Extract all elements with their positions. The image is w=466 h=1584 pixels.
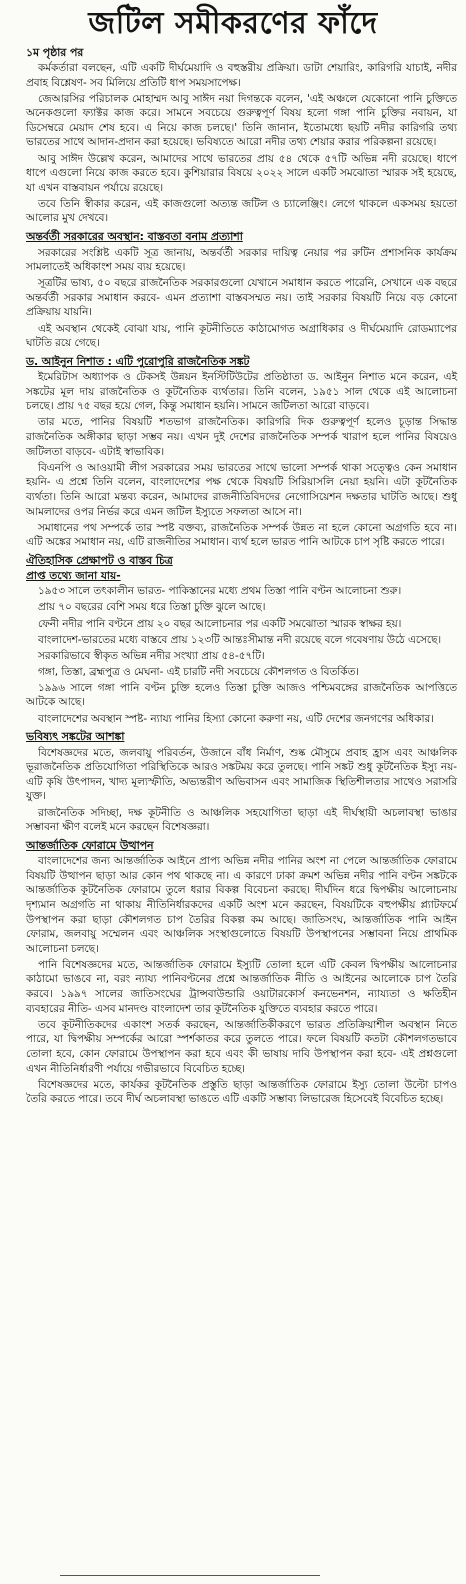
list-item: বাংলাদেশের অবস্থান স্পষ্ট- ন্যায্য পানির হিস্যা কোনো করুণা নয়, এটি দেশের জনগণের অধিকার।	[38, 712, 434, 725]
paragraph: তার মতে, পানির বিষয়টি শতভাগ রাজনৈতিক। কারিগরি দিক গুরুত্বপূর্ণ হলেও চূড়ান্ত সিদ্ধান্ত রাজনৈতিক অঙ্গীকার ছাড়া সম্ভব নয়। এখন দুই দেশের রাজনৈতিক সম্পর্ক খারাপ হলে পানির বিষয়েও জটিলতা বাড়বে- এটাই স্বাভাবিক।	[26, 416, 457, 458]
paragraph: এই অবস্থান থেকেই বোঝা যায়, পানি কূটনীতিতে কাঠামোগত অগ্রাধিকার ও দীর্ঘমেয়াদি রোডম্যাপের ঘাটতি রয়ে গেছে।	[26, 322, 457, 350]
paragraph: তবে কূটনীতিকদের একাংশ সতর্ক করছেন, আন্তর্জাতিকীকরণে ভারত প্রতিক্রিয়াশীল অবস্থান নিতে পারে, যা দ্বিপক্ষীয় সম্পর্কের আরো স্পর্শকাতর করে তুলতে পারে। ফলে বিষয়টি কতটা কৌশলগতভাবে তোলা হবে, কোন ফোরামে উপস্থাপন করা হবে এবং কী ভাষায় দাবি উপস্থাপন করা হবে- এই প্রশ্নগুলো এখন নীতিনির্ধারণী পর্যায়ে গভীরভাবে বিবেচিত হচ্ছে।	[26, 1018, 457, 1075]
list-item: ১৯৫৩ সালে তৎকালীন ভারত- পাকিস্তানের মধ্যে প্রথম তিস্তা পানি বণ্টন আলোচনা শুরু।	[38, 585, 402, 598]
paragraph: বিশেষজ্ঞদের মতে, জলবায়ু পরিবর্তন, উজানে বাঁধ নির্মাণ, শুষ্ক মৌসুমে প্রবাহ হ্রাস এবং আঞ্চলিক ভূরাজনৈতিক প্রতিযোগিতা পরিস্থিতিকে আরও সঙ্কটময় করে তুলছে। পানি সঙ্কট শুধু কূটনৈতিক ইস্যু নয়- এটি কৃষি উৎপাদন, খাদ্য মূল্যস্ফীতি, অভ্যন্তরীণ অভিবাসন এবং সামাজিক স্থিতিশীলতার সাথেও সরাসরি যুক্ত।	[26, 746, 457, 803]
paragraph: সমাধানের পথ সম্পর্কে তার স্পষ্ট বক্তব্য, রাজনৈতিক সম্পর্ক উন্নত না হলে কোনো অগ্রগতি হবে না। এটি অঙ্কের সমাধান নয়, এটি রাজনীতির সমাধান। ব্যর্থ হলে ভারত পানি আটকে চাপ সৃষ্টি করতে পারে।	[26, 521, 457, 549]
paragraph: জেআরসির পরিচালক মোহাম্মদ আবু সাঈদ নয়া দিগন্তকে বলেন, 'এই অঞ্চলে যেকোনো পানি চুক্তিতে অনেকগুলো ফ্যাক্টর কাজ করে। সামনে সবচেয়ে গুরুত্বপূর্ণ বিষয় হলো গঙ্গা পানি চুক্তির নবায়ন, যা ডিসেম্বরে মেয়াদ শেষ হবে। এ নিয়ে কাজ চলছে।' তিনি জানান, ইতোমধ্যে ছয়টি নদীর কারিগরি তথ্য ভারতের সাথে আদান-প্রদান করা হয়েছে। ভবিষ্যতে আরো নদীর তথ্য শেয়ার করার পরিকল্পনা রয়েছে।	[26, 92, 457, 149]
list-item: প্রায় ৭০ বছরের বেশি সময় ধরে তিস্তা চুক্তি ঝুলে আছে।	[38, 601, 266, 614]
list-item: ফেনী নদীর পানি বণ্টনে প্রায় ২০ বছর আলোচনার পর একটি সমঝোতা স্মারক স্বাক্ষর হয়।	[38, 617, 402, 630]
paragraph: কর্মকর্তারা বলছেন, এটি একটি দীর্ঘমেয়াদি ও বহুস্তরীয় প্রক্রিয়া। ডাটা শেয়ারিং, কারিগরি যাচাই, নদীর প্রবাহ বিশ্লেষণ- সব মিলিয়ে প্রতিটি ধাপ সময়সাপেক্ষ।	[26, 62, 457, 89]
paragraph: আবু সাঈদ উল্লেখ করেন, আমাদের সাথে ভারতের প্রায় ৫৪ থেকে ৫৭টি অভিন্ন নদী রয়েছে। ধাপে ধাপে এগুলো নিয়ে কাজ করতে হবে। কুশিয়ারার বিষয়ে ২০২২ সালে একটি সমঝোতা স্মারক সই হয়েছে, যা এখন বাস্তবায়ন পর্যায়ে রয়েছে।	[26, 152, 457, 194]
continued-label: ১ম পৃষ্ঠার পর	[26, 46, 84, 59]
paragraph: তবে তিনি স্বীকার করেন, এই কাজগুলো অত্যন্ত জটিল ও চ্যালেঞ্জিং। লেগে থাকলে একসময় হয়তো আলোর মুখ দেখবে।	[26, 197, 457, 225]
section-heading: ঐতিহাসিক প্রেক্ষাপট ও বাস্তব চিত্র	[26, 553, 173, 567]
section-heading: ড. আইনুন নিশাত : এটি পুরোপুরি রাজনৈতিক সঙ্কট	[26, 354, 250, 368]
list-item: ১৯৯৬ সালে গঙ্গা পানি বণ্টন চুক্তি হলেও তিস্তা চুক্তি আজও পশ্চিমবঙ্গের রাজনৈতিক আপত্তিতে আটকে আছে।	[26, 681, 457, 709]
section-heading: ভবিষ্যৎ সঙ্কটের আশঙ্কা	[26, 730, 125, 744]
article-body	[0, 46, 466, 1107]
paragraph: ইমেরিটাস অধ্যাপক ও টেকসই উন্নয়ন ইনস্টিটিউটের প্রতিষ্ঠাতা ড. আইনুন নিশাত মনে করেন, এই সঙ্কটের মূল দায় রাজনৈতিক ও কূটনৈতিক ব্যর্থতার। তিনি বলেন, ১৯৫১ সাল থেকে এই আলোচনা চলছে। প্রায় ৭৫ বছর হয়ে গেল, কিন্তু সমাধান হয়নি। সামনে জটিলতা আরো বাড়বে।	[26, 371, 457, 413]
paragraph: বিএনপি ও আওয়ামী লীগ সরকারের সময় ভারতের সাথে ভালো সম্পর্ক থাকা সত্ত্বেও কেন সমাধান হয়নি- এ প্রশ্নে তিনি বলেন, বাংলাদেশের পক্ষ থেকে বিষয়টি সিরিয়াসলি নেয়া হয়নি। এটা কূটনৈতিক ব্যর্থতা। তিনি আরো মন্তব্য করেন, আমাদের রাজনীতিবিদদের নেগোসিয়েশন দক্ষতার ঘাটতি আছে। শুধু আমলাদের ওপর নির্ভর করে এমন জটিল ইস্যুতে সফলতা আসে না।	[26, 461, 457, 518]
paragraph: বিশেষজ্ঞদের মতে, কার্যকর কূটনৈতিক প্রস্তুতি ছাড়া আন্তর্জাতিক ফোরামে ইস্যু তোলা উল্টো চাপও তৈরি করতে পারে। তবে দীর্ঘ অচলাবস্থা ভাঙতে এটি একটি সম্ভাব্য লিভারেজ হিসেবেই বিবেচিত হচ্ছে।	[26, 1078, 457, 1106]
paragraph: বাংলাদেশের জন্য আন্তর্জাতিক আইনে প্রাপ্য অভিন্ন নদীর পানির অংশ না পেলে আন্তর্জাতিক ফোরামে বিষয়টি উত্থাপন ছাড়া আর কোন পথ থাকছে না। এ কারণে ঢাকা ক্রমশ অভিন্ন নদীর পানি বণ্টন সঙ্কটকে আন্তর্জাতিক কূটনৈতিক ফোরামে তুলে ধরার বিকল্প বিবেচনা করছে। দীর্ঘদিন ধরে দ্বিপক্ষীয় আলোচনায় দৃশ্যমান অগ্রগতি না থাকায় নীতিনির্ধারকদের একটি অংশ মনে করছেন, বিষয়টিকে বহুপক্ষীয় প্ল্যাটফর্মে উপস্থাপন করা ছাড়া কৌশলগত চাপ তৈরির বিকল্প কম আছে। জাতিসংঘ, আন্তর্জাতিক পানি আইন ফোরাম, জলবায়ু সম্মেলন এবং আঞ্চলিক সংস্থাগুলোতে বিষয়টি উপস্থাপনের সম্ভাবনা নিয়ে প্রাথমিক আলোচনা চলছে।	[26, 855, 457, 955]
paragraph: পানি বিশেষজ্ঞদের মতে, আন্তর্জাতিক ফোরামে ইস্যুটি তোলা হলে এটি কেবল দ্বিপক্ষীয় আলোচনার কাঠামো ভাঙবে না, বরং ন্যায্য পানিবণ্টনের প্রশ্নে আন্তর্জাতিক নীতি ও আইনের আলোকে চাপ তৈরি করবে। ১৯৯৭ সালের জাতিসংঘের ট্রান্সবাউন্ডারি ওয়াটারকোর্স কনভেনশন, ন্যায্যতা ও ক্ষতিহীন ব্যবহারের নীতি- এসব মানদণ্ড বাংলাদেশ তার কূটনৈতিক যুক্তিতে ব্যবহার করতে পারে।	[26, 958, 457, 1015]
paragraph: সূত্রটির ভাষ্য, ৫০ বছরে রাজনৈতিক সরকারগুলো যেখানে সমাধান করতে পারেনি, সেখানে এক বছরে অন্তর্বর্তী সরকার সমাধান করবে- এমন প্রত্যাশা বাস্তবসম্মত নয়। তাই সরকার বিষয়টি নিয়ে বড় কোনো প্রক্রিয়ায় যায়নি।	[26, 277, 457, 319]
paragraph: সরকারের সংশ্লিষ্ট একটি সূত্র জানায়, অন্তর্বর্তী সরকার দায়িত্ব নেয়ার পর রুটিন প্রশাসনিক কার্যক্রম সামলাতেই অধিকাংশ সময় ব্যয় হয়েছে।	[26, 246, 457, 274]
section-heading: আন্তর্জাতিক ফোরামে উত্থাপন	[26, 838, 154, 852]
headline: জটিল সমীকরণের ফাঁদে	[88, 6, 378, 41]
section-heading: অন্তর্বর্তী সরকারের অবস্থান: বাস্তবতা বনাম প্রত্যাশা	[26, 230, 243, 244]
list-item: সরকারিভাবে স্বীকৃত অভিন্ন নদীর সংখ্যা প্রায় ৫৪-৫৭টি।	[38, 649, 265, 662]
section-subheading: প্রাপ্ত তথ্যে জানা যায়-	[26, 570, 121, 583]
list-item: গঙ্গা, তিস্তা, ব্রহ্মপুত্র ও মেঘনা- এই চারটি নদী সবচেয়ে কৌশলগত ও বিতর্কিত।	[38, 665, 359, 678]
paragraph: রাজনৈতিক সদিচ্ছা, দক্ষ কূটনীতি ও আঞ্চলিক সহযোগিতা ছাড়া এই দীর্ঘস্থায়ী অচলাবস্থা ভাঙার সম্ভাবনা ক্ষীণ বলেই মনে করছেন বিশেষজ্ঞরা।	[26, 806, 457, 834]
list-item: বাংলাদেশ-ভারতের মধ্যে বাস্তবে প্রায় ১২৩টি আন্তঃসীমান্ত নদী রয়েছে বলে গবেষণায় উঠে এসেছে।	[38, 633, 442, 646]
cropped-bottom-edge	[60, 1575, 320, 1582]
